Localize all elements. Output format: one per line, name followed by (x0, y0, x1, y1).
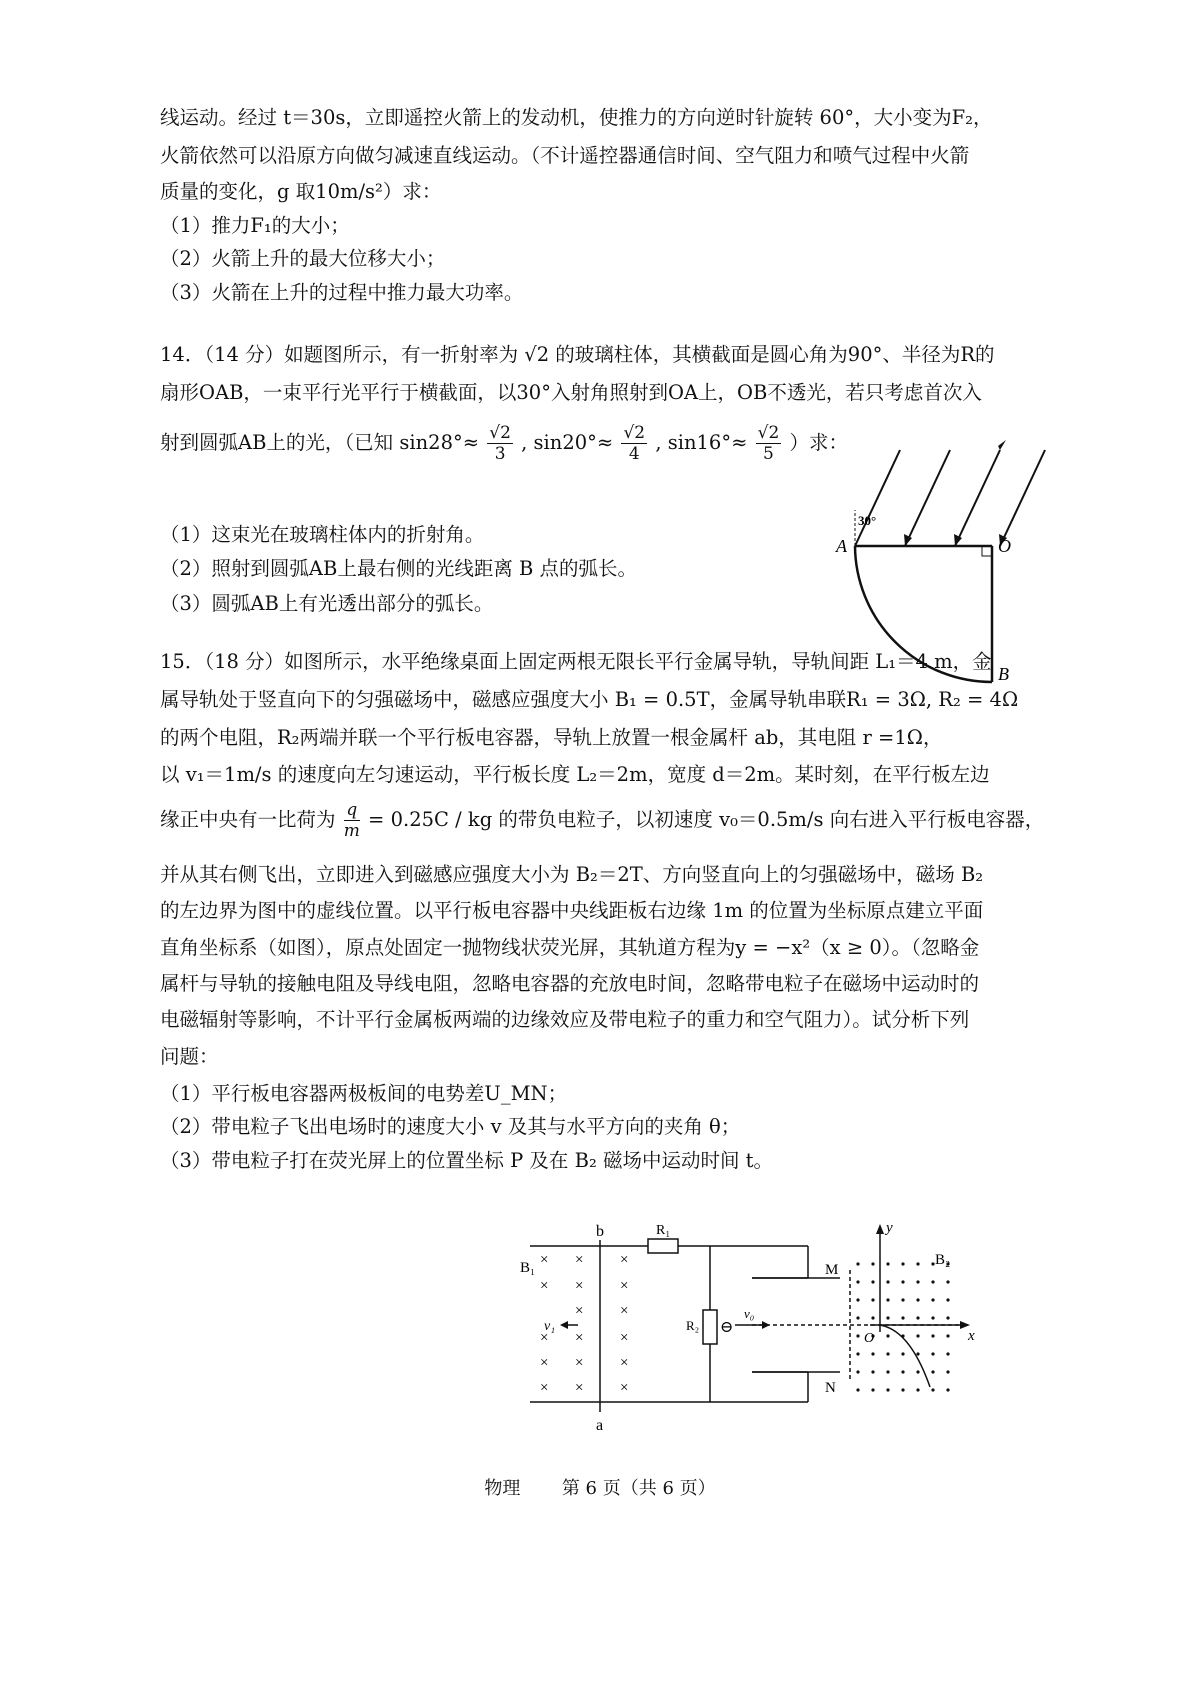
footer-page-number: 第 6 页（共 6 页） (561, 1478, 716, 1499)
dot-mark (871, 1388, 874, 1391)
q15-line-11: 问题： (160, 1045, 219, 1068)
velocity-v1-label: v₁ (544, 1319, 556, 1334)
q15-line-9: 属杆与导轨的接触电阻及导线电阻，忽略电容器的充放电时间，忽略带电粒子在磁场中运动时的 (160, 972, 980, 995)
dot-mark (931, 1298, 934, 1301)
q14-line-3-mid2: , sin16°≈ (655, 431, 748, 454)
dot-mark (901, 1280, 904, 1283)
q15-part-2: （2）带电粒子飞出电场时的速度大小 v 及其与水平方向的夹角 θ； (160, 1115, 741, 1138)
q15-line-8: 直角坐标系（如图），原点处固定一抛物线状荧光屏，其轨道方程为y = −x²（x ≥ 0）。（忽略金 (160, 936, 980, 959)
resistor-r1-label: R₁ (656, 1223, 671, 1238)
dot-mark (946, 1316, 949, 1319)
footer-subject: 物理 (484, 1478, 521, 1499)
rod-end-b-label: b (596, 1223, 604, 1240)
dot-mark (871, 1298, 874, 1301)
cross-mark: × (620, 1380, 629, 1396)
q14-part-1: （1）这束光在玻璃柱体内的折射角。 (160, 523, 485, 546)
dot-mark (916, 1388, 919, 1391)
dot-mark (946, 1388, 949, 1391)
fraction-sin16: $\frac{√2}{5}$ (757, 423, 780, 464)
axis-y-label: y (886, 1220, 893, 1236)
dot-mark (886, 1262, 889, 1265)
q14-line-3-mid1: , sin20°≈ (521, 431, 614, 454)
dot-mark (886, 1280, 889, 1283)
dot-mark (871, 1262, 874, 1265)
q13-part-1: （1）推力F₁的大小； (160, 214, 350, 237)
dot-mark (931, 1280, 934, 1283)
dot-mark (901, 1388, 904, 1391)
dot-mark (916, 1370, 919, 1373)
dot-mark (856, 1298, 859, 1301)
dot-mark (901, 1352, 904, 1355)
b2-field-dots (856, 1262, 949, 1391)
fraction-sin20: $\frac{√2}{4}$ (623, 423, 646, 464)
axis-x-label: x (968, 1328, 975, 1344)
cross-mark: × (575, 1278, 584, 1294)
q15-part-1: （1）平行板电容器两极板间的电势差U_MN； (160, 1082, 568, 1105)
cross-mark: × (620, 1330, 629, 1346)
q15-line-4: 以 v₁＝1m/s 的速度向左匀速运动，平行板长度 L₂＝2m，宽度 d＝2m。某时刻，在平行板左边 (160, 763, 990, 786)
dot-mark (886, 1316, 889, 1319)
velocity-v0-label: v₀ (744, 1306, 755, 1321)
dot-mark (886, 1388, 889, 1391)
dot-mark (856, 1352, 859, 1355)
dot-mark (856, 1370, 859, 1373)
q13-line-1: 线运动。经过 t＝30s，立即遥控火箭上的发动机，使推力的方向逆时针旋转 60°，大小变为F₂， (160, 106, 993, 129)
dot-mark (946, 1352, 949, 1355)
cross-mark: × (540, 1330, 549, 1346)
cross-mark: × (620, 1303, 629, 1319)
cross-mark: × (620, 1278, 629, 1294)
q14-sector-figure (836, 440, 1040, 684)
dot-mark (856, 1262, 859, 1265)
dot-mark (931, 1316, 934, 1319)
dot-mark (931, 1370, 934, 1373)
dot-mark (931, 1334, 934, 1337)
q15-part-3: （3）带电粒子打在荧光屏上的位置坐标 P 及在 B₂ 磁场中运动时间 t。 (160, 1149, 774, 1172)
dot-mark (916, 1280, 919, 1283)
cross-mark: × (575, 1355, 584, 1371)
q15-line-5 (160, 792, 1044, 848)
origin-o-label: O (864, 1331, 875, 1346)
cross-mark: × (620, 1252, 629, 1268)
dot-mark (901, 1370, 904, 1373)
angle-label: 30° (858, 513, 877, 528)
dot-mark (901, 1334, 904, 1337)
rod-end-a-label: a (596, 1417, 604, 1434)
fraction-q-over-m: $\frac{q}{m}$ (343, 800, 360, 841)
q15-line-7: 的左边界为图中的虚线位置。以平行板电容器中央线距板右边缘 1m 的位置为坐标原点建立平面 (160, 899, 984, 922)
q14-line-3-pre: 射到圆弧AB上的光，（已知 sin28°≈ (160, 431, 480, 454)
field-b1-label: B₁ (520, 1260, 536, 1276)
cross-mark: × (575, 1303, 584, 1319)
q14-part-2: （2）照射到圆弧AB上最右侧的光线距离 B 点的弧长。 (160, 557, 638, 580)
dot-mark (916, 1262, 919, 1265)
cross-mark: × (540, 1278, 549, 1294)
cross-mark: × (540, 1355, 549, 1371)
dot-mark (901, 1262, 904, 1265)
dot-mark (916, 1298, 919, 1301)
dot-mark (946, 1334, 949, 1337)
plate-n-label: N (825, 1380, 836, 1396)
q13-line-3: 质量的变化，g 取10m/s²）求： (160, 180, 442, 203)
dot-mark (946, 1370, 949, 1373)
dot-mark (871, 1280, 874, 1283)
dot-mark (886, 1370, 889, 1373)
field-b2-label: B₂ (935, 1252, 951, 1268)
dot-mark (916, 1316, 919, 1319)
q15-line-6: 并从其右侧飞出，立即进入到磁感应强度大小为 B₂＝2T、方向竖直向上的匀强磁场中，磁场 B₂ (160, 863, 984, 886)
q15-line-10: 电磁辐射等影响，不计平行金属板两端的边缘效应及带电粒子的重力和空气阻力）。试分析下列 (160, 1008, 970, 1031)
dot-mark (901, 1316, 904, 1319)
point-o-label: O (998, 536, 1011, 556)
cross-mark: × (620, 1355, 629, 1371)
resistor-r2-label: R₂ (686, 1318, 700, 1333)
q14-line-2: 扇形OAB，一束平行光平行于横截面，以30°入射角照射到OA上，OB不透光，若只考虑首次入 (160, 381, 982, 404)
q15-line-1: 15．（18 分）如图所示，水平绝缘桌面上固定两根无限长平行金属导轨，导轨间距 L₁＝4 m，金 (160, 650, 992, 673)
dot-mark (856, 1388, 859, 1391)
q14-line-1: 14．（14 分）如题图所示，有一折射率为 √2 的玻璃柱体，其横截面是圆心角为90°、半径为R的 (160, 343, 995, 366)
dot-mark (856, 1280, 859, 1283)
q15-line-5-post: = 0.25C / kg 的带负电粒子，以初速度 v₀＝0.5m/s 向右进入平行板电容器， (368, 808, 1045, 831)
q13-line-2: 火箭依然可以沿原方向做匀减速直线运动。（不计遥控器通信时间、空气阻力和喷气过程中火箭 (160, 144, 970, 167)
point-a-label: A (836, 536, 847, 556)
plate-m-label: M (825, 1262, 839, 1278)
dot-mark (916, 1334, 919, 1337)
dot-mark (946, 1280, 949, 1283)
q15-line-5-pre: 缘正中央有一比荷为 (160, 808, 336, 831)
dot-mark (886, 1334, 889, 1337)
dot-mark (931, 1352, 934, 1355)
dot-mark (856, 1316, 859, 1319)
dot-mark (886, 1352, 889, 1355)
cross-mark: × (575, 1380, 584, 1396)
charged-particle-icon: ⊖ (720, 1319, 734, 1336)
fraction-sin28: $\frac{√2}{3}$ (489, 423, 511, 464)
q15-circuit-figure (520, 1222, 1040, 1437)
dot-mark (901, 1298, 904, 1301)
cross-mark: × (540, 1252, 549, 1268)
q13-part-3: （3）火箭在上升的过程中推力最大功率。 (160, 281, 524, 304)
q14-part-3: （3）圆弧AB上有光透出部分的弧长。 (160, 592, 494, 615)
dot-mark (856, 1334, 859, 1337)
dot-mark (886, 1298, 889, 1301)
dot-mark (871, 1316, 874, 1319)
point-b-label: B (998, 664, 1009, 684)
cross-mark: × (575, 1330, 584, 1346)
dot-mark (931, 1388, 934, 1391)
dot-mark (916, 1352, 919, 1355)
dot-mark (871, 1370, 874, 1373)
page-footer (0, 1474, 1200, 1500)
q15-line-3: 的两个电阻，R₂两端并联一个平行板电容器，导轨上放置一根金属杆 ab，其电阻 r =1Ω， (160, 726, 943, 749)
dot-mark (946, 1298, 949, 1301)
q14-line-3 (160, 415, 848, 471)
q15-line-2: 属导轨处于竖直向下的匀强磁场中，磁感应强度大小 B₁ = 0.5T，金属导轨串联R₁ = 3Ω, R₂ = 4Ω (160, 688, 1019, 711)
q14-line-3-post: ）求： (789, 431, 848, 454)
cross-mark: × (540, 1380, 549, 1396)
q13-part-2: （2）火箭上升的最大位移大小； (160, 247, 446, 270)
cross-mark: × (575, 1252, 584, 1268)
dot-mark (871, 1352, 874, 1355)
